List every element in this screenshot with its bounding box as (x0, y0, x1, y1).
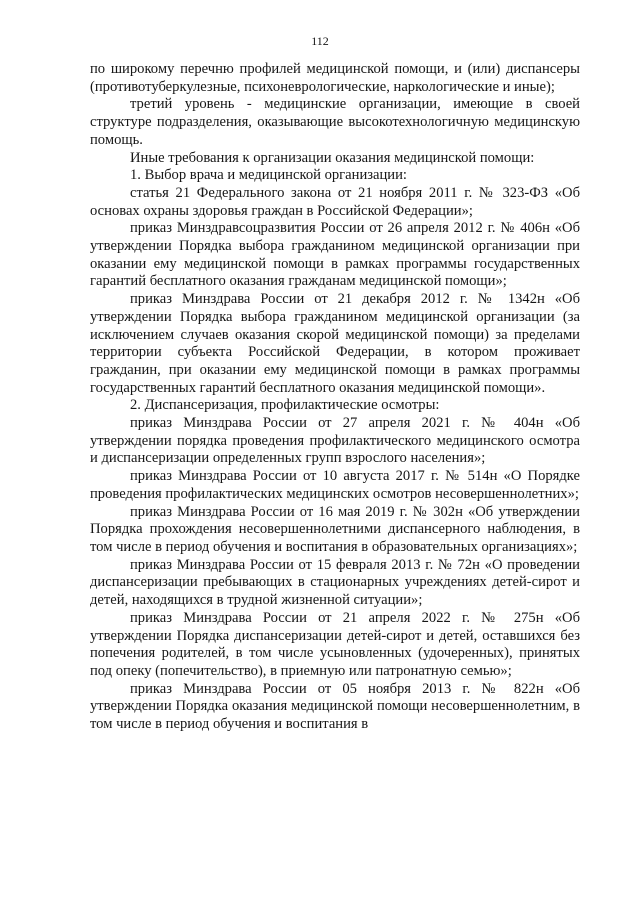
page-number: 112 (311, 34, 329, 48)
paragraph: приказ Минздрава России от 21 декабря 2012 г. № 1342н «Об утверждении Порядка выбора гражданином медицинской организации (за исключением случаев оказания скорой медицинской помощи) за пределами территории субъекта Российской Федерации, в котором проживает гражданин, при оказании ему медицинской помощи в рамках программы государственных гарантий бесплатного оказания медицинской помощи». (90, 291, 580, 396)
paragraph: приказ Минздравсоцразвития России от 26 апреля 2012 г. № 406н «Об утверждении Порядка выбора гражданином медицинской организации при оказании ему медицинской помощи в рамках программы государственных гарантий бесплатного оказания гражданам медицинской помощи»; (90, 220, 580, 290)
paragraph: приказ Минздрава России от 27 апреля 2021 г. № 404н «Об утверждении порядка проведения профилактического медицинского осмотра и диспансеризации определенных групп взрослого населения»; (90, 415, 580, 467)
section-heading: 1. Выбор врача и медицинской организации: (130, 167, 407, 184)
document-body (90, 61, 580, 734)
paragraph: приказ Минздрава России от 10 августа 2017 г. № 514н «О Порядке проведения профилактических медицинских осмотров несовершеннолетних»; (90, 468, 580, 502)
paragraph: приказ Минздрава России от 15 февраля 2013 г. № 72н «О проведении диспансеризации пребывающих в стационарных учреждениях детей-сирот и детей, находящихся в трудной жизненной ситуации»; (90, 556, 580, 609)
paragraph: третий уровень - медицинские организации, имеющие в своей структуре подразделения, оказывающие высокотехнологичную медицинскую помощь. (90, 96, 580, 148)
paragraph: Иные требования к организации оказания медицинской помощи: (130, 149, 535, 166)
paragraph: приказ Минздрава России от 05 ноября 2013 г. № 822н «Об утверждении Порядка оказания медицинской помощи несовершеннолетним, в том числе в период обучения и воспитания в (90, 680, 580, 733)
section-heading: 2. Диспансеризация, профилактические осмотры: (130, 397, 440, 414)
paragraph: статья 21 Федерального закона от 21 ноября 2011 г. № 323-ФЗ «Об основах охраны здоровья граждан в Российской Федерации»; (90, 184, 580, 219)
paragraph: приказ Минздрава России от 16 мая 2019 г. № 302н «Об утверждении Порядка прохождения несовершеннолетними диспансерного наблюдения, в том числе в период обучения и воспитания в образовательных организациях»; (90, 503, 580, 555)
paragraph: по широкому перечню профилей медицинской помощи, и (или) диспансеры (противотуберкулезные, психоневрологические, наркологические и иные); (90, 61, 580, 95)
paragraph: приказ Минздрава России от 21 апреля 2022 г. № 275н «Об утверждении Порядка диспансеризации детей-сирот и детей, оставшихся без попечения родителей, в том числе усыновленных (удочеренных), принятых под опеку (попечительство), в приемную или патронатную семью»; (90, 609, 580, 679)
